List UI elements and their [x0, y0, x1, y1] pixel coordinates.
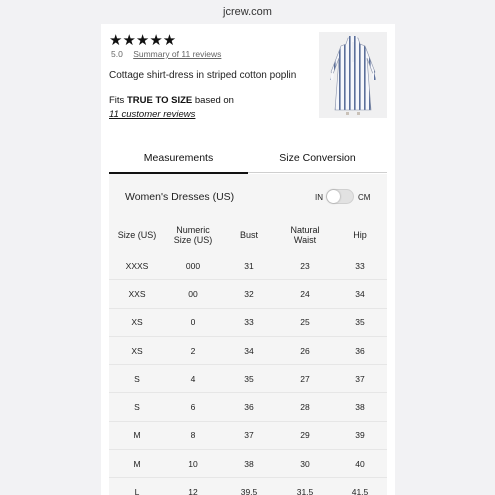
size-guide-tabs: [109, 148, 387, 173]
table-row: [109, 365, 387, 393]
rating-summary: [111, 49, 221, 59]
table-row: [109, 450, 387, 478]
cell: L: [109, 478, 165, 495]
size-guide-sheet: [101, 24, 395, 495]
cell: 33: [355, 260, 365, 271]
cell: 29: [277, 421, 333, 449]
toggle-knob: [327, 190, 340, 203]
reviews-summary-link[interactable]: Summary of 11 reviews: [133, 49, 222, 59]
cell: 23: [300, 260, 310, 271]
cell: 36: [221, 393, 277, 421]
table-row: [109, 280, 387, 308]
table-row: [109, 336, 387, 364]
cell: 35: [333, 308, 387, 336]
cell: M: [109, 450, 165, 478]
fit-suffix: based on: [192, 95, 234, 106]
star-rating: ★★★★★: [109, 32, 177, 49]
table-row: [109, 308, 387, 336]
cell: S: [109, 365, 165, 393]
cell: 40: [333, 450, 387, 478]
cell: 24: [277, 280, 333, 308]
measurements-panel: [109, 174, 387, 495]
table-row: [109, 252, 387, 280]
cell: 36: [333, 336, 387, 364]
cell: M: [109, 421, 165, 449]
striped-shirt-dress-image: [319, 32, 387, 118]
fit-strong: TRUE TO SIZE: [126, 95, 193, 106]
table-header-row: [109, 218, 387, 252]
cell: 39.5: [221, 478, 277, 495]
table-row: [109, 393, 387, 421]
cell: 32: [221, 280, 277, 308]
cell: 4: [165, 365, 221, 393]
cell: 37: [221, 421, 277, 449]
fit-prefix: Fits: [109, 95, 127, 106]
cell: 41.5: [333, 478, 387, 495]
cell: 2: [165, 336, 221, 364]
cell: 000: [185, 260, 201, 271]
cell: 27: [277, 365, 333, 393]
cell: 31.5: [277, 478, 333, 495]
chart-title: Women's Dresses (US): [125, 191, 235, 203]
col-hip: Hip: [353, 230, 367, 240]
cell: 38: [333, 393, 387, 421]
cell: 37: [333, 365, 387, 393]
tab-measurements[interactable]: Measurements: [109, 148, 248, 174]
cell: XS: [109, 308, 165, 336]
unit-toggle[interactable]: [326, 189, 354, 204]
cell: 34: [221, 336, 277, 364]
col-bust: Bust: [239, 230, 258, 240]
cell: 8: [165, 421, 221, 449]
unit-label-in: IN: [315, 193, 323, 202]
size-chart-table: [109, 218, 387, 495]
cell: XXS: [109, 280, 165, 308]
col-natural-waist: Natural Waist: [290, 225, 320, 245]
col-numeric-size: Numeric Size (US): [173, 225, 213, 245]
cell: 31: [244, 260, 254, 271]
cell: 33: [221, 308, 277, 336]
cell: 26: [277, 336, 333, 364]
cell: 30: [277, 450, 333, 478]
rating-value: 5.0: [111, 49, 123, 59]
cell: S: [109, 393, 165, 421]
cell: XXXS: [125, 260, 149, 271]
dress-illustration: [319, 32, 387, 118]
tab-size-conversion[interactable]: Size Conversion: [279, 152, 356, 164]
fit-statement: [109, 95, 234, 106]
unit-label-cm: CM: [358, 193, 371, 202]
cell: 35: [221, 365, 277, 393]
customer-reviews-link[interactable]: 11 customer reviews: [109, 109, 196, 120]
cell: 10: [165, 450, 221, 478]
cell: 39: [333, 421, 387, 449]
cell: 38: [221, 450, 277, 478]
url-text: jcrew.com: [223, 6, 272, 18]
cell: 6: [165, 393, 221, 421]
col-size-us: Size (US): [117, 230, 157, 240]
cell: 34: [333, 280, 387, 308]
cell: XS: [109, 336, 165, 364]
cell: 0: [165, 308, 221, 336]
cell: 25: [277, 308, 333, 336]
cell: 28: [277, 393, 333, 421]
cell: 12: [165, 478, 221, 495]
table-row: [109, 478, 387, 495]
product-name: Cottage shirt-dress in striped cotton poplin: [109, 70, 297, 81]
table-row: [109, 421, 387, 449]
address-bar[interactable]: [0, 0, 495, 24]
cell: 00: [165, 280, 221, 308]
